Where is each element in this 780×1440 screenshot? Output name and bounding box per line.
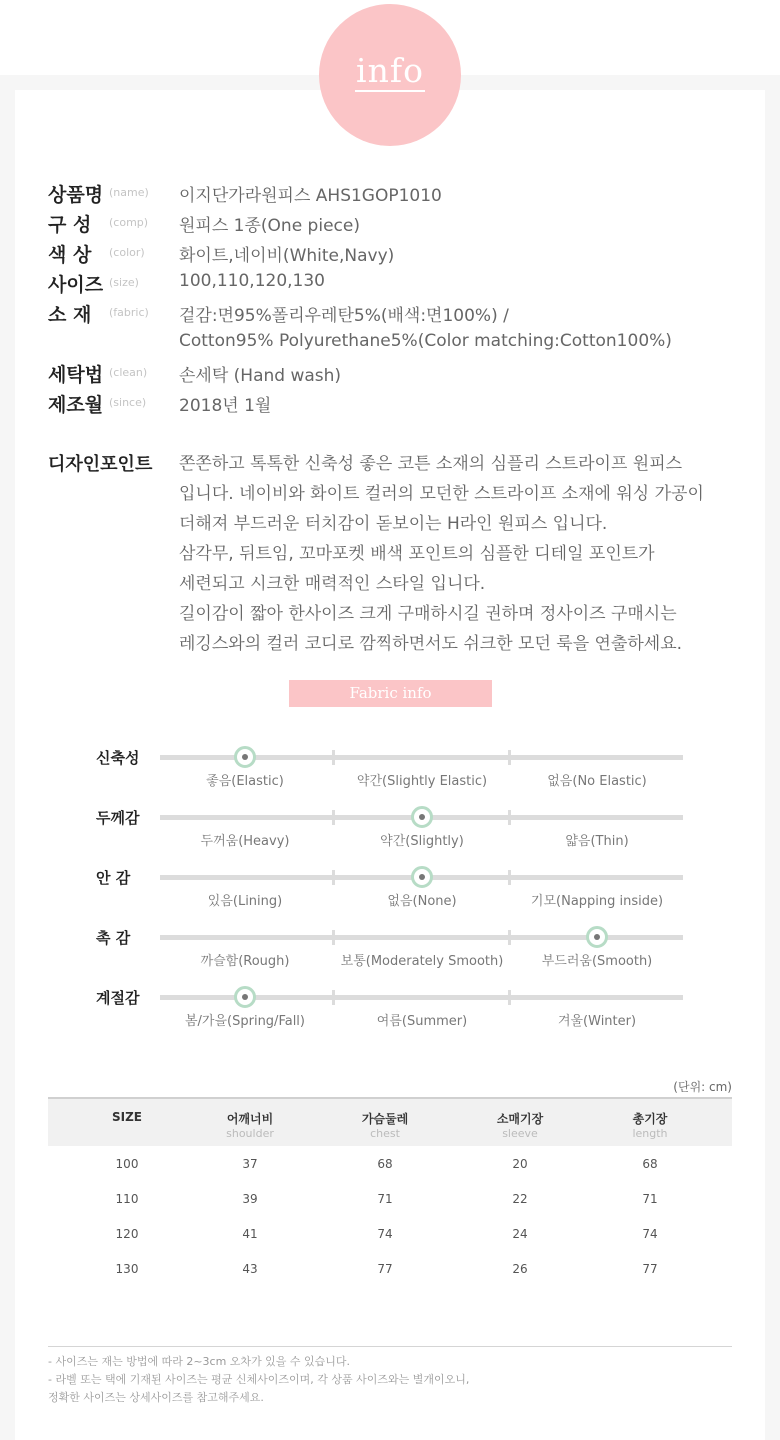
table-cell: 68 — [377, 1157, 393, 1171]
fabric-option-label: 있음(Lining) — [207, 894, 283, 909]
fabric-row-label: 신축성 — [96, 749, 140, 767]
info-badge — [319, 4, 461, 146]
fabric-row-label: 안 감 — [96, 869, 131, 887]
fabric-scale-tick — [508, 990, 511, 1005]
size-note-line: - 사이즈는 재는 방법에 따라 2~3cm 오차가 있을 수 있습니다. — [48, 1355, 351, 1368]
header-korean: SIZE — [111, 1110, 142, 1124]
spec-value: 100,110,120,130 — [179, 271, 326, 291]
fabric-selected-marker — [411, 866, 433, 888]
spec-value: 원피스 1종(One piece) — [179, 216, 360, 236]
spec-english-label: (name) — [109, 186, 149, 199]
size-note-line: 정확한 사이즈는 상세사이즈를 참고해주세요. — [48, 1391, 264, 1404]
size-table-header-cell — [315, 1110, 455, 1140]
header-english: length — [632, 1127, 668, 1140]
size-table-header-cell — [580, 1110, 720, 1140]
size-table-header-cell — [450, 1110, 590, 1140]
header-korean: 총기장 — [632, 1112, 668, 1126]
design-point-line: 세련되고 시크한 매력적인 스타일 입니다. — [179, 574, 486, 594]
fabric-row-label: 두께감 — [96, 809, 140, 827]
fabric-scale-tick — [508, 750, 511, 765]
header-korean: 소매기장 — [496, 1112, 544, 1126]
fabric-selected-marker — [234, 986, 256, 1008]
header-english: sleeve — [502, 1127, 538, 1140]
table-cell: 24 — [512, 1227, 528, 1241]
fabric-scale-tick — [332, 990, 335, 1005]
spec-label: 색 상 — [48, 244, 92, 266]
table-cell: 39 — [242, 1192, 258, 1206]
fabric-option-label: 까슬함(Rough) — [200, 954, 290, 969]
spec-value: 이지단가라원피스 AHS1GOP1010 — [179, 186, 442, 206]
design-point-line: 레깅스와의 컬러 코디로 깜찍하면서도 쉬크한 모던 룩을 연출하세요. — [179, 634, 683, 654]
fabric-option-label: 겨울(Winter) — [557, 1014, 637, 1029]
spec-value: 겉감:면95%폴리우레탄5%(배색:면100%) / — [179, 306, 509, 326]
spec-label: 상품명 — [48, 184, 104, 206]
design-point-label: 디자인포인트 — [48, 454, 153, 475]
fabric-option-label: 없음(None) — [387, 894, 457, 909]
table-cell: 110 — [115, 1192, 139, 1206]
fabric-scale-tick — [508, 810, 511, 825]
fabric-row-label: 촉 감 — [96, 929, 131, 947]
fabric-option-label: 얇음(Thin) — [565, 834, 629, 849]
design-point-line: 삼각무, 뒤트임, 꼬마포켓 배색 포인트의 심플한 디테일 포인트가 — [179, 544, 655, 564]
fabric-scale-tick — [332, 870, 335, 885]
design-point-line: 입니다. 네이비와 화이트 컬러의 모던한 스트라이프 소재에 워싱 가공이 — [179, 484, 704, 504]
table-cell: 74 — [377, 1227, 393, 1241]
table-cell: 68 — [642, 1157, 658, 1171]
table-cell: 41 — [242, 1227, 258, 1241]
table-cell: 120 — [115, 1227, 139, 1241]
fabric-option-label: 약간(Slightly Elastic) — [356, 774, 488, 789]
table-cell: 20 — [512, 1157, 528, 1171]
spec-english-label: (clean) — [109, 366, 148, 379]
table-cell: 77 — [377, 1262, 393, 1276]
spec-value: 손세탁 (Hand wash) — [179, 366, 342, 386]
table-cell: 71 — [642, 1192, 658, 1206]
spec-label: 소 재 — [48, 304, 92, 326]
spec-value: 2018년 1월 — [179, 396, 272, 416]
fabric-selected-marker — [234, 746, 256, 768]
fabric-scale-tick — [508, 870, 511, 885]
spec-label: 사이즈 — [48, 274, 104, 296]
fabric-scale-tick — [332, 810, 335, 825]
design-point-line: 길이감이 짧아 한사이즈 크게 구매하시길 권하며 정사이즈 구매시는 — [179, 604, 677, 624]
info-badge-text: info — [356, 51, 424, 90]
fabric-option-label: 보통(Moderately Smooth) — [340, 954, 504, 969]
table-cell: 37 — [242, 1157, 258, 1171]
fabric-option-label: 기모(Napping inside) — [530, 894, 664, 909]
fabric-selected-marker — [411, 806, 433, 828]
header-korean: 가슴둘레 — [361, 1112, 409, 1126]
spec-english-label: (since) — [109, 396, 147, 409]
table-cell: 77 — [642, 1262, 658, 1276]
fabric-option-label: 여름(Summer) — [376, 1014, 468, 1029]
table-cell: 130 — [115, 1262, 139, 1276]
spec-english-label: (size) — [109, 276, 139, 289]
header-korean: 어깨너비 — [226, 1112, 274, 1126]
fabric-option-label: 없음(No Elastic) — [547, 774, 647, 789]
fabric-row-label: 계절감 — [96, 989, 140, 1007]
fabric-option-label: 부드러움(Smooth) — [541, 954, 653, 969]
design-point-line: 더해져 부드러운 터치감이 돋보이는 H라인 원피스 입니다. — [179, 514, 608, 534]
spec-label: 구 성 — [48, 214, 92, 236]
spec-label: 제조월 — [48, 394, 104, 416]
table-cell: 74 — [642, 1227, 658, 1241]
fabric-scale-tick — [332, 750, 335, 765]
size-unit: (단위: cm) — [673, 1080, 732, 1094]
table-cell: 71 — [377, 1192, 393, 1206]
fabric-scale-tick — [332, 930, 335, 945]
spec-english-label: (comp) — [109, 216, 149, 229]
info-badge-underline — [355, 90, 425, 92]
fabric-option-label: 약간(Slightly) — [380, 834, 464, 849]
notes-divider — [48, 1346, 732, 1347]
fabric-option-label: 봄/가을(Spring/Fall) — [184, 1014, 305, 1029]
table-cell: 22 — [512, 1192, 528, 1206]
table-cell: 100 — [115, 1157, 139, 1171]
spec-value: Cotton95% Polyurethane5%(Color matching:Cotton100%) — [179, 331, 672, 351]
fabric-scale-tick — [508, 930, 511, 945]
spec-english-label: (fabric) — [109, 306, 149, 319]
table-cell: 26 — [512, 1262, 528, 1276]
size-table-header-cell — [57, 1110, 197, 1124]
header-english: chest — [370, 1127, 400, 1140]
spec-label: 세탁법 — [48, 364, 104, 386]
fabric-option-label: 두꺼움(Heavy) — [200, 834, 290, 849]
size-note-line: - 라벨 또는 택에 기재된 사이즈는 평균 신체사이즈이며, 각 상품 사이즈와는 별개이오니, — [48, 1373, 470, 1386]
header-english: shoulder — [226, 1127, 274, 1140]
fabric-option-label: 좋음(Elastic) — [206, 774, 284, 789]
spec-english-label: (color) — [109, 246, 145, 259]
table-cell: 43 — [242, 1262, 258, 1276]
fabric-info-title: Fabric info — [289, 680, 492, 707]
design-point-line: 쫀쫀하고 톡톡한 신축성 좋은 코튼 소재의 심플리 스트라이프 원피스 — [179, 454, 683, 474]
spec-value: 화이트,네이비(White,Navy) — [179, 246, 395, 266]
fabric-selected-marker — [586, 926, 608, 948]
size-table-header-cell — [180, 1110, 320, 1140]
